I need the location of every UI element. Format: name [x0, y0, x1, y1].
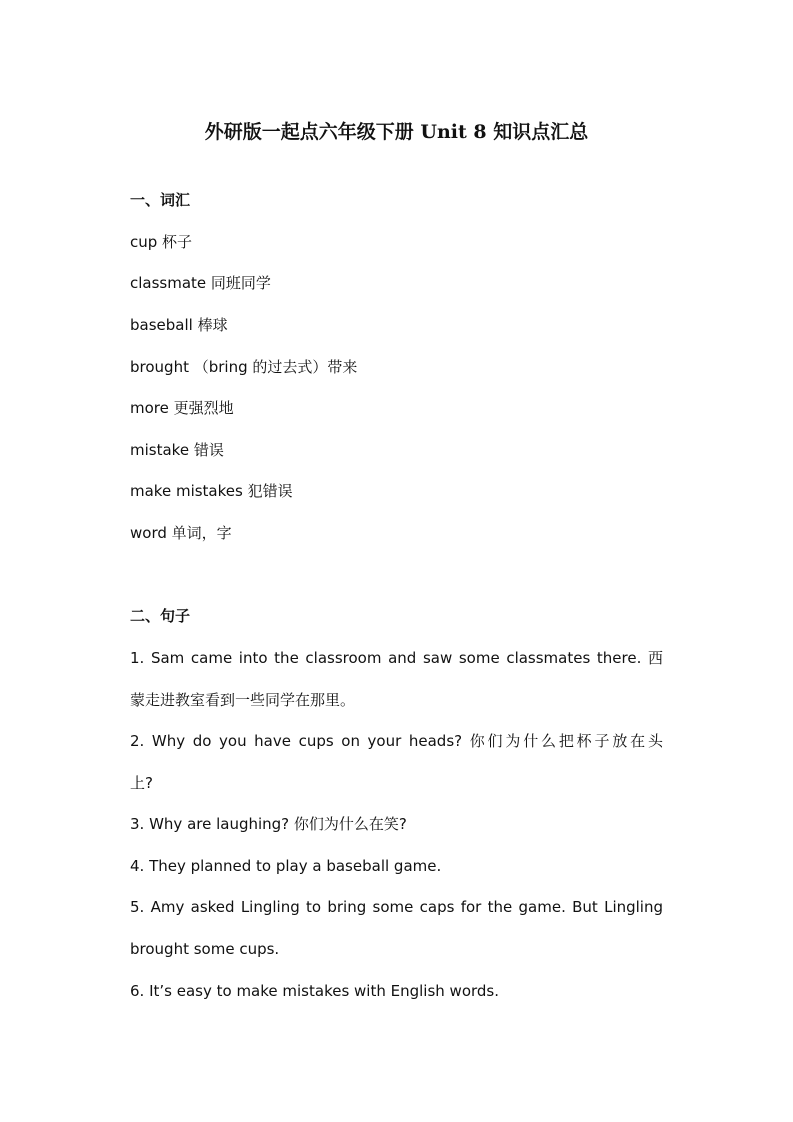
- sentence-line: 上?: [130, 774, 153, 792]
- vocab-item: brought （bring 的过去式）带来: [130, 358, 358, 376]
- sentence-line: 1. Sam came into the classroom and saw some classmates there. 西: [130, 649, 663, 667]
- vocab-item: mistake 错误: [130, 441, 224, 459]
- sentence-line: 5. Amy asked Lingling to bring some caps for the game. But Lingling: [130, 898, 663, 916]
- sentence-line: 蒙走进教室看到一些同学在那里。: [130, 691, 356, 709]
- vocab-item: make mistakes 犯错误: [130, 482, 293, 500]
- sentence-line: 3. Why are laughing? 你们为什么在笑?: [130, 815, 407, 833]
- vocab-item: cup 杯子: [130, 233, 193, 251]
- sentence-line: brought some cups.: [130, 940, 280, 958]
- document-title: 外研版一起点六年级下册 Unit 8 知识点汇总: [204, 121, 589, 143]
- sentence-line: 4. They planned to play a baseball game.: [130, 857, 442, 875]
- vocab-item: word 单词，字: [130, 524, 232, 542]
- vocab-item: more 更强烈地: [130, 399, 234, 417]
- sentence-line: 2. Why do you have cups on your heads? 你们为什么把杯子放在头: [130, 732, 663, 750]
- vocab-item: classmate 同班同学: [130, 274, 271, 292]
- sentence-line: 6. It’s easy to make mistakes with English words.: [130, 982, 500, 1000]
- vocab-heading: 一、词汇: [130, 191, 191, 209]
- sentence-heading: 二、句子: [130, 607, 191, 625]
- vocab-item: baseball 棒球: [130, 316, 228, 334]
